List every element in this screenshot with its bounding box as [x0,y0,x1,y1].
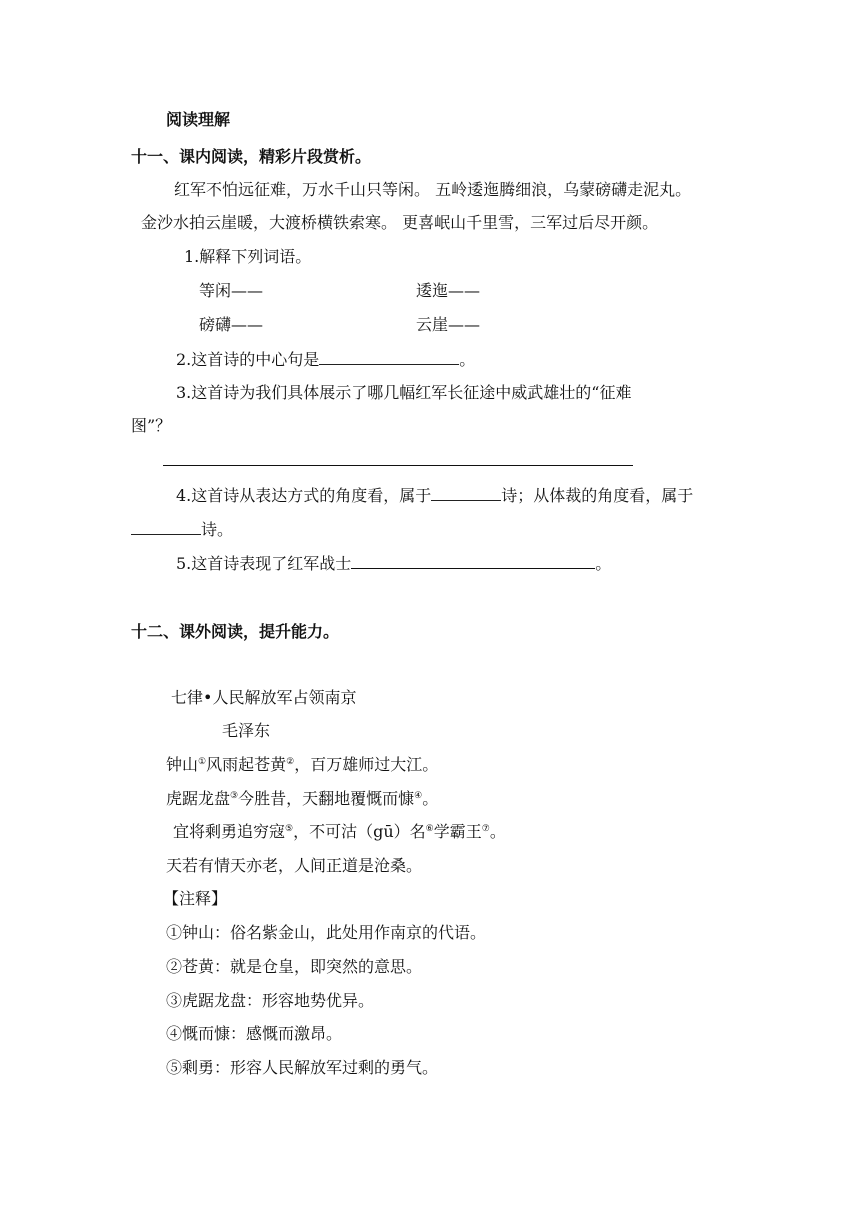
poem-verse-2 [166,788,438,810]
question-5-end: 。 [595,554,612,573]
note-marker-2: ② [286,757,295,767]
verse-2-text-c: 。 [422,789,439,808]
note-marker-3: ③ [230,791,239,801]
word-dengxian: 等闲—— [199,281,264,300]
verse-3-text-c: 学霸王 [433,822,482,841]
poem-title: 七律•人民解放军占领南京 [171,688,357,707]
answer-blank-q4b[interactable] [131,518,201,535]
note-marker-5: ⑤ [285,824,294,834]
answer-blank-q2[interactable] [319,348,459,365]
word-pangbo: 磅礴—— [199,315,264,334]
answer-line-q3[interactable] [163,465,633,466]
section-title: 阅读理解 [166,110,231,129]
answer-blank-q4a[interactable] [431,484,501,501]
part12-heading: 十二、课外阅读，提升能力。 [131,622,340,641]
poem-author: 毛泽东 [222,721,271,740]
word-yunya: 云崖—— [416,315,481,334]
poem-verse-1 [166,754,438,776]
verse-1-text-b: 风雨起苍黄 [206,755,287,774]
poem-line-1: 红军不怕远征难，万水千山只等闲。 五岭逶迤腾细浪，乌蒙磅礴走泥丸。 [174,180,692,199]
question-4-text-a: 4.这首诗从表达方式的角度看，属于 [176,486,432,505]
poem-line-2: 金沙水拍云崖暖，大渡桥横铁索寒。 更喜岷山千里雪，三军过后尽开颜。 [141,213,659,232]
note-item: ④慨而慷：感慨而激昂。 [166,1024,343,1043]
poem-verse-4: 天若有情天亦老，人间正道是沧桑。 [166,856,423,875]
question-2 [176,348,475,371]
question-2-text: 2.这首诗的中心句是 [176,350,320,369]
verse-1-text-a: 钟山 [166,755,199,774]
question-5 [176,552,611,575]
notes-heading: 【注释】 [163,889,228,908]
note-item: ②苍黄：就是仓皇，即突然的意思。 [166,957,423,976]
note-marker-4: ④ [414,791,423,801]
question-1: 1.解释下列词语。 [184,247,312,266]
poem-verse-3 [173,821,506,843]
verse-1-text-c: ，百万雄师过大江。 [294,755,439,774]
verse-3-text-b: ，不可沽（gū）名 [293,822,426,841]
note-item: ⑤剩勇：形容人民解放军过剩的勇气。 [166,1058,439,1077]
question-4-text-c: 诗。 [201,520,234,539]
note-marker-6: ⑥ [425,824,434,834]
question-2-end: 。 [459,350,476,369]
note-marker-7: ⑦ [481,824,490,834]
question-4-line1 [176,484,693,507]
note-marker-1: ① [198,757,207,767]
question-3-line1: 3.这首诗为我们具体展示了哪几幅红军长征途中威武雄壮的“征难 [176,383,632,402]
question-3-line2: 图”？ [131,416,172,435]
part11-heading: 十一、课内阅读，精彩片段赏析。 [131,147,372,166]
question-4-text-b: 诗；从体裁的角度看，属于 [501,486,694,505]
question-4-line2 [131,518,233,541]
verse-2-text-b: 今胜昔，天翻地覆慨而慷 [238,789,415,808]
question-5-text: 5.这首诗表现了红军战士 [176,554,352,573]
note-item: ③虎踞龙盘：形容地势优异。 [166,991,375,1010]
answer-blank-q5[interactable] [351,552,595,569]
verse-3-text-a: 宜将剩勇追穷寇 [173,822,286,841]
note-item: ①钟山：俗名紫金山，此处用作南京的代语。 [166,923,487,942]
verse-3-text-d: 。 [489,822,506,841]
word-weiyi: 逶迤—— [416,281,481,300]
verse-2-text-a: 虎踞龙盘 [166,789,231,808]
